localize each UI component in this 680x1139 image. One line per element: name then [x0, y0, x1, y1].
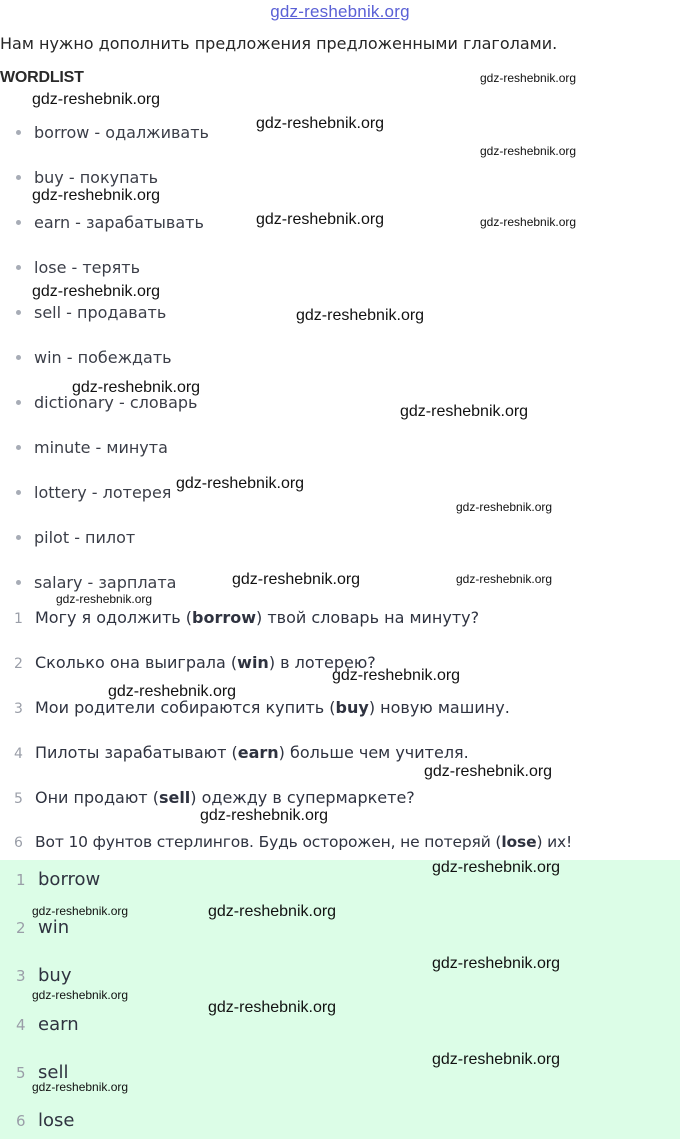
task-sentence: 4 Пилоты зарабатывают (earn) больше чем учителя. [14, 743, 469, 762]
watermark: gdz-reshebnik.org [480, 71, 577, 85]
answer-item: 5 sell [16, 1062, 69, 1083]
answer-item: 6 lose [16, 1110, 75, 1131]
bullet-icon [16, 355, 21, 360]
watermark: gdz-reshebnik.org [200, 807, 329, 824]
answer-item: 2 win [16, 917, 70, 938]
watermark: gdz-reshebnik.org [32, 91, 161, 108]
wordlist-item: buy - покупать [16, 168, 158, 187]
watermark: gdz-reshebnik.org [32, 283, 161, 300]
task-sentence: 5 Они продают (sell) одежду в супермаркете? [14, 788, 415, 807]
task-sentence: 3 Мои родители собираются купить (buy) новую машину. [14, 698, 510, 717]
wordlist-item: pilot - пилот [16, 528, 135, 547]
watermark: gdz-reshebnik.org [32, 187, 161, 204]
wordlist-item: minute - минута [16, 438, 168, 457]
bullet-icon [16, 535, 21, 540]
verb-highlight: earn [237, 743, 279, 762]
site-header-link[interactable]: gdz-reshebnik.org [270, 2, 410, 21]
watermark: gdz-reshebnik.org [72, 379, 201, 396]
watermark: gdz-reshebnik.org [456, 572, 553, 586]
watermark: gdz-reshebnik.org [296, 307, 425, 324]
answer-item: 4 earn [16, 1014, 79, 1035]
task-sentence: 1 Могу я одолжить (borrow) твой словарь на минуту? [14, 608, 480, 627]
watermark: gdz-reshebnik.org [32, 904, 129, 918]
watermark: gdz-reshebnik.org [432, 1051, 561, 1068]
wordlist-title: WORDLIST [0, 69, 84, 86]
bullet-icon [16, 310, 21, 315]
wordlist-item: borrow - одалживать [16, 123, 209, 142]
watermark: gdz-reshebnik.org [56, 592, 153, 606]
watermark: gdz-reshebnik.org [432, 859, 561, 876]
watermark: gdz-reshebnik.org [432, 955, 561, 972]
task-sentence: 6 Вот 10 фунтов стерлингов. Будь осторожен, не потеряй (lose) их! [14, 833, 573, 851]
watermark: gdz-reshebnik.org [232, 571, 361, 588]
watermark: gdz-reshebnik.org [456, 500, 553, 514]
watermark: gdz-reshebnik.org [108, 683, 237, 700]
bullet-icon [16, 220, 21, 225]
watermark: gdz-reshebnik.org [256, 115, 385, 132]
verb-highlight: sell [158, 788, 191, 807]
verb-highlight: lose [501, 833, 537, 851]
verb-highlight: win [237, 653, 269, 672]
wordlist-item: lottery - лотерея [16, 483, 171, 502]
watermark: gdz-reshebnik.org [332, 667, 461, 684]
watermark: gdz-reshebnik.org [32, 988, 129, 1002]
answer-item: 3 buy [16, 965, 72, 986]
watermark: gdz-reshebnik.org [400, 403, 529, 420]
verb-highlight: buy [335, 698, 369, 717]
wordlist-item: lose - терять [16, 258, 140, 277]
watermark: gdz-reshebnik.org [32, 1080, 129, 1094]
instruction-text: Нам нужно дополнить предложения предложенными глаголами. [0, 34, 558, 53]
answer-item: 1 borrow [16, 869, 101, 890]
watermark: gdz-reshebnik.org [208, 999, 337, 1016]
bullet-icon [16, 580, 21, 585]
wordlist-item: dictionary - словарь [16, 393, 197, 412]
watermark: gdz-reshebnik.org [424, 763, 553, 780]
bullet-icon [16, 130, 21, 135]
wordlist-item: earn - зарабатывать [16, 213, 204, 232]
watermark: gdz-reshebnik.org [208, 903, 337, 920]
wordlist-item: sell - продавать [16, 303, 166, 322]
bullet-icon [16, 175, 21, 180]
wordlist-item: salary - зарплата [16, 573, 176, 592]
watermark: gdz-reshebnik.org [480, 215, 577, 229]
verb-highlight: borrow [192, 608, 257, 627]
task-sentence: 2 Сколько она выиграла (win) в лотерею? [14, 653, 376, 672]
watermark: gdz-reshebnik.org [480, 144, 577, 158]
wordlist-item: win - побеждать [16, 348, 172, 367]
bullet-icon [16, 265, 21, 270]
watermark: gdz-reshebnik.org [176, 475, 305, 492]
watermark: gdz-reshebnik.org [256, 211, 385, 228]
bullet-icon [16, 445, 21, 450]
bullet-icon [16, 400, 21, 405]
bullet-icon [16, 490, 21, 495]
